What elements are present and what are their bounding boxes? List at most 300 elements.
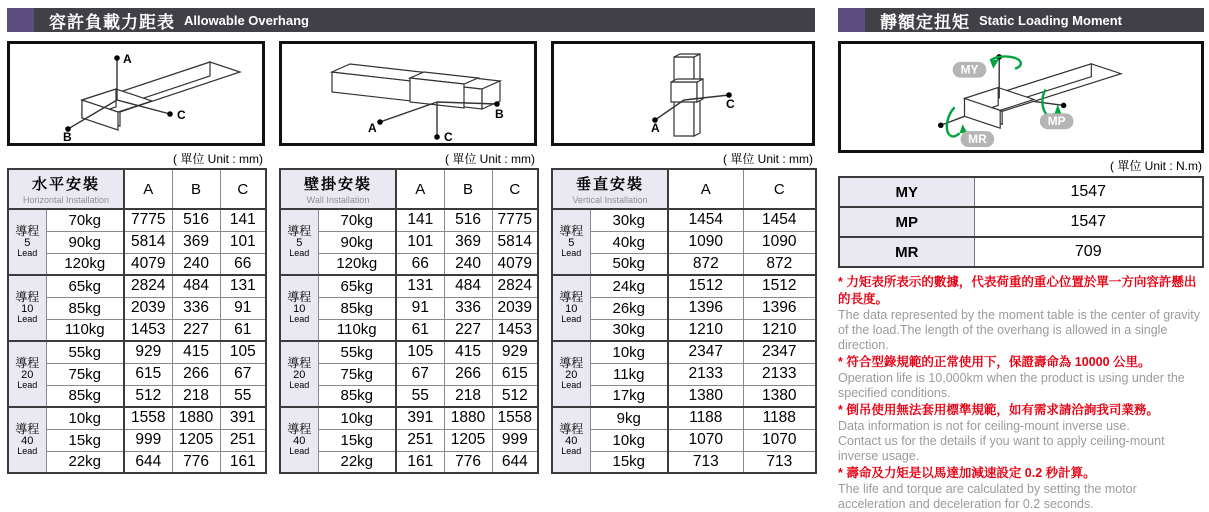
table-row bbox=[280, 363, 538, 385]
value-cell: 415 bbox=[444, 341, 492, 363]
value-cell: 1090 bbox=[668, 231, 743, 253]
lead-cell bbox=[552, 407, 590, 473]
value-cell: 105 bbox=[220, 341, 266, 363]
table-row bbox=[552, 297, 816, 319]
value-cell: 2824 bbox=[124, 275, 172, 297]
value-cell: 1454 bbox=[668, 209, 743, 231]
load-cell: 120kg bbox=[318, 253, 396, 275]
value-cell: 2347 bbox=[668, 341, 743, 363]
lead-en: Lead bbox=[17, 248, 38, 259]
table-row bbox=[8, 363, 266, 385]
table-title-zh: 水平安裝 bbox=[32, 176, 101, 193]
value-cell: 55 bbox=[220, 385, 266, 407]
moment-row bbox=[839, 177, 1203, 207]
table-row bbox=[280, 319, 538, 341]
table-row bbox=[552, 407, 816, 429]
moment-3d-drawing bbox=[841, 44, 1201, 150]
value-cell: 2039 bbox=[124, 297, 172, 319]
table-row bbox=[280, 407, 538, 429]
vertical-table-holder bbox=[551, 168, 815, 474]
lead-en: Lead bbox=[289, 248, 310, 259]
value-cell: 2039 bbox=[492, 297, 538, 319]
value-cell: 1380 bbox=[668, 385, 743, 407]
table-row bbox=[552, 363, 816, 385]
unit-label: ( 單位 Unit : mm) bbox=[445, 152, 535, 166]
table-title bbox=[280, 169, 396, 209]
table-row bbox=[8, 341, 266, 363]
value-cell: 929 bbox=[492, 341, 538, 363]
mp-label: MP bbox=[1047, 114, 1066, 129]
table-row bbox=[552, 319, 816, 341]
lead-zh: 導程 bbox=[559, 422, 584, 437]
table-title-en: Horizontal Installation bbox=[22, 195, 110, 205]
lead-zh: 導程 bbox=[15, 356, 40, 371]
value-cell: 1210 bbox=[668, 319, 743, 341]
load-cell: 85kg bbox=[318, 297, 396, 319]
section-title-en: Static Loading Moment bbox=[979, 12, 1122, 28]
table-header-row bbox=[8, 169, 266, 209]
value-cell: 161 bbox=[396, 451, 444, 473]
horizontal-table-holder bbox=[7, 168, 265, 474]
load-cell: 65kg bbox=[46, 275, 124, 297]
value-cell: 141 bbox=[396, 209, 444, 231]
lead-num: 10 bbox=[293, 302, 306, 315]
lead-cell bbox=[8, 341, 46, 407]
value-cell: 1070 bbox=[668, 429, 743, 451]
table-row bbox=[280, 275, 538, 297]
value-cell: 1210 bbox=[743, 319, 816, 341]
value-cell: 776 bbox=[172, 451, 220, 473]
point-c-label: C bbox=[444, 130, 453, 143]
note-zh: * 壽命及力矩是以馬達加減速設定 0.2 秒計算。 bbox=[838, 466, 1096, 480]
value-cell: 240 bbox=[444, 253, 492, 275]
lead-cell bbox=[8, 209, 46, 275]
load-cell: 10kg bbox=[46, 407, 124, 429]
table-row bbox=[8, 385, 266, 407]
moment-label-cell: MY bbox=[839, 177, 974, 207]
moment-row bbox=[839, 207, 1203, 237]
value-cell: 1070 bbox=[743, 429, 816, 451]
wall-installation-column bbox=[279, 41, 537, 474]
value-cell: 5814 bbox=[124, 231, 172, 253]
note-en: Contact us for the details if you want to apply ceiling-mount inverse usage. bbox=[838, 434, 1165, 463]
column-header: B bbox=[444, 169, 492, 209]
column-header: C bbox=[743, 169, 816, 209]
table-row bbox=[552, 385, 816, 407]
value-cell: 1453 bbox=[124, 319, 172, 341]
table-row bbox=[552, 341, 816, 363]
table-title bbox=[8, 169, 124, 209]
table-row bbox=[8, 253, 266, 275]
value-cell: 369 bbox=[444, 231, 492, 253]
table-header-row bbox=[552, 169, 816, 209]
unit-label: ( 單位 Unit : N.m) bbox=[1110, 159, 1202, 173]
lead-en: Lead bbox=[17, 446, 38, 457]
rail-3d-drawing bbox=[282, 44, 534, 143]
value-cell: 4079 bbox=[492, 253, 538, 275]
overhang-table bbox=[7, 168, 267, 474]
rail-3d-drawing bbox=[554, 44, 812, 143]
lead-num: 40 bbox=[565, 434, 578, 447]
table-row bbox=[280, 253, 538, 275]
value-cell: 2133 bbox=[668, 363, 743, 385]
table-title-en: Vertical Installation bbox=[572, 195, 648, 205]
horizontal-installation-diagram bbox=[7, 41, 265, 146]
value-cell: 101 bbox=[396, 231, 444, 253]
value-cell: 1205 bbox=[444, 429, 492, 451]
value-cell: 644 bbox=[124, 451, 172, 473]
note-zh: * 力矩表所表示的數據，代表荷重的重心位置於單一方向容許懸出的長度。 bbox=[838, 275, 1197, 306]
moment-value-cell: 1547 bbox=[974, 207, 1203, 237]
load-cell: 10kg bbox=[318, 407, 396, 429]
lead-en: Lead bbox=[561, 248, 582, 259]
value-cell: 4079 bbox=[124, 253, 172, 275]
value-cell: 240 bbox=[172, 253, 220, 275]
lead-zh: 導程 bbox=[287, 356, 312, 371]
notes-block bbox=[838, 274, 1204, 512]
lead-cell bbox=[552, 209, 590, 275]
section-title-zh: 容許負載力距表 bbox=[49, 12, 175, 32]
value-cell: 713 bbox=[668, 451, 743, 473]
lead-en: Lead bbox=[17, 380, 38, 391]
horizontal-installation-column bbox=[7, 41, 265, 474]
note-en: Data information is not for ceiling-mount inverse use. bbox=[838, 419, 1130, 433]
lead-en: Lead bbox=[561, 446, 582, 457]
table-row bbox=[280, 341, 538, 363]
table-row bbox=[8, 451, 266, 473]
table-row bbox=[552, 451, 816, 473]
load-cell: 85kg bbox=[46, 385, 124, 407]
lead-num: 40 bbox=[293, 434, 306, 447]
value-cell: 1453 bbox=[492, 319, 538, 341]
section-header bbox=[7, 8, 815, 32]
load-cell: 70kg bbox=[318, 209, 396, 231]
load-cell: 15kg bbox=[590, 451, 668, 473]
moment-table-holder bbox=[838, 176, 1204, 268]
column-header: B bbox=[172, 169, 220, 209]
moment-value-cell: 1547 bbox=[974, 177, 1203, 207]
header-strip bbox=[865, 8, 1204, 32]
value-cell: 391 bbox=[396, 407, 444, 429]
note-en: The life and torque are calculated by setting the motor acceleration and deceleration for 0.2 seconds. bbox=[838, 482, 1137, 511]
lead-zh: 導程 bbox=[287, 422, 312, 437]
lead-zh: 導程 bbox=[15, 422, 40, 437]
value-cell: 1188 bbox=[668, 407, 743, 429]
lead-cell bbox=[280, 341, 318, 407]
value-cell: 1396 bbox=[668, 297, 743, 319]
load-cell: 55kg bbox=[46, 341, 124, 363]
column-header: A bbox=[668, 169, 743, 209]
lead-en: Lead bbox=[561, 380, 582, 391]
table-title-zh: 壁掛安裝 bbox=[304, 176, 373, 193]
lead-num: 20 bbox=[21, 368, 34, 381]
load-cell: 24kg bbox=[590, 275, 668, 297]
table-row bbox=[552, 231, 816, 253]
lead-zh: 導程 bbox=[287, 290, 312, 305]
value-cell: 1205 bbox=[172, 429, 220, 451]
lead-num: 5 bbox=[568, 236, 575, 249]
value-cell: 929 bbox=[124, 341, 172, 363]
table-row bbox=[280, 429, 538, 451]
load-cell: 85kg bbox=[318, 385, 396, 407]
value-cell: 369 bbox=[172, 231, 220, 253]
table-row bbox=[8, 297, 266, 319]
point-c-label: C bbox=[726, 97, 735, 111]
value-cell: 872 bbox=[743, 253, 816, 275]
lead-zh: 導程 bbox=[559, 224, 584, 239]
lead-cell bbox=[280, 275, 318, 341]
moment-row bbox=[839, 237, 1203, 267]
section-header bbox=[838, 8, 1204, 32]
load-cell: 40kg bbox=[590, 231, 668, 253]
lead-en: Lead bbox=[561, 314, 582, 325]
load-cell: 22kg bbox=[46, 451, 124, 473]
value-cell: 7775 bbox=[124, 209, 172, 231]
value-cell: 999 bbox=[492, 429, 538, 451]
lead-en: Lead bbox=[289, 446, 310, 457]
column-header: A bbox=[124, 169, 172, 209]
table-row bbox=[8, 319, 266, 341]
value-cell: 1558 bbox=[124, 407, 172, 429]
point-a-label: A bbox=[368, 121, 377, 135]
allowable-overhang-section bbox=[7, 0, 815, 474]
moment-table bbox=[838, 176, 1204, 268]
value-cell: 872 bbox=[668, 253, 743, 275]
value-cell: 131 bbox=[220, 275, 266, 297]
load-cell: 30kg bbox=[590, 209, 668, 231]
section-title-en: Allowable Overhang bbox=[184, 12, 309, 28]
header-accent-square bbox=[838, 8, 865, 32]
lead-zh: 導程 bbox=[15, 290, 40, 305]
value-cell: 644 bbox=[492, 451, 538, 473]
value-cell: 615 bbox=[492, 363, 538, 385]
lead-en: Lead bbox=[289, 380, 310, 391]
load-cell: 75kg bbox=[318, 363, 396, 385]
lead-num: 40 bbox=[21, 434, 34, 447]
vertical-installation-diagram bbox=[551, 41, 815, 146]
value-cell: 1188 bbox=[743, 407, 816, 429]
lead-num: 20 bbox=[293, 368, 306, 381]
load-cell: 90kg bbox=[46, 231, 124, 253]
value-cell: 251 bbox=[396, 429, 444, 451]
load-cell: 26kg bbox=[590, 297, 668, 319]
value-cell: 251 bbox=[220, 429, 266, 451]
load-cell: 110kg bbox=[318, 319, 396, 341]
load-cell: 120kg bbox=[46, 253, 124, 275]
note-zh: * 符合型錄規範的正常使用下，保證壽命為 10000 公里。 bbox=[838, 355, 1151, 369]
value-cell: 336 bbox=[172, 297, 220, 319]
value-cell: 415 bbox=[172, 341, 220, 363]
moment-axes-diagram bbox=[838, 41, 1204, 153]
value-cell: 91 bbox=[396, 297, 444, 319]
load-cell: 85kg bbox=[46, 297, 124, 319]
value-cell: 336 bbox=[444, 297, 492, 319]
column-header: A bbox=[396, 169, 444, 209]
column-header: C bbox=[492, 169, 538, 209]
value-cell: 484 bbox=[444, 275, 492, 297]
table-row bbox=[280, 385, 538, 407]
overhang-table bbox=[551, 168, 817, 474]
value-cell: 67 bbox=[396, 363, 444, 385]
table-title-zh: 垂直安裝 bbox=[576, 176, 645, 193]
lead-en: Lead bbox=[289, 314, 310, 325]
value-cell: 105 bbox=[396, 341, 444, 363]
table-header-row bbox=[280, 169, 538, 209]
value-cell: 5814 bbox=[492, 231, 538, 253]
value-cell: 615 bbox=[124, 363, 172, 385]
load-cell: 55kg bbox=[318, 341, 396, 363]
mr-label: MR bbox=[968, 132, 987, 147]
table-row bbox=[8, 407, 266, 429]
load-cell: 30kg bbox=[590, 319, 668, 341]
header-accent-square bbox=[7, 8, 34, 32]
value-cell: 512 bbox=[492, 385, 538, 407]
load-cell: 22kg bbox=[318, 451, 396, 473]
rail-3d-drawing bbox=[10, 44, 262, 143]
value-cell: 999 bbox=[124, 429, 172, 451]
table-row bbox=[280, 231, 538, 253]
lead-num: 5 bbox=[296, 236, 303, 249]
column-header: C bbox=[220, 169, 266, 209]
value-cell: 391 bbox=[220, 407, 266, 429]
load-cell: 90kg bbox=[318, 231, 396, 253]
note-en: The data represented by the moment table is the center of gravity of the load.The length of the overhang is allowed in a single direction. bbox=[838, 308, 1201, 352]
value-cell: 66 bbox=[396, 253, 444, 275]
load-cell: 65kg bbox=[318, 275, 396, 297]
load-cell: 110kg bbox=[46, 319, 124, 341]
value-cell: 66 bbox=[220, 253, 266, 275]
point-a-label: A bbox=[123, 52, 132, 66]
point-b-label: B bbox=[63, 130, 72, 143]
load-cell: 75kg bbox=[46, 363, 124, 385]
value-cell: 227 bbox=[172, 319, 220, 341]
value-cell: 101 bbox=[220, 231, 266, 253]
value-cell: 61 bbox=[396, 319, 444, 341]
value-cell: 218 bbox=[444, 385, 492, 407]
lead-num: 10 bbox=[21, 302, 34, 315]
lead-zh: 導程 bbox=[287, 224, 312, 239]
lead-cell bbox=[8, 275, 46, 341]
load-cell: 17kg bbox=[590, 385, 668, 407]
value-cell: 484 bbox=[172, 275, 220, 297]
value-cell: 141 bbox=[220, 209, 266, 231]
wall-table-holder bbox=[279, 168, 537, 474]
value-cell: 1090 bbox=[743, 231, 816, 253]
load-cell: 50kg bbox=[590, 253, 668, 275]
value-cell: 61 bbox=[220, 319, 266, 341]
value-cell: 516 bbox=[444, 209, 492, 231]
value-cell: 161 bbox=[220, 451, 266, 473]
value-cell: 1380 bbox=[743, 385, 816, 407]
moment-value-cell: 709 bbox=[974, 237, 1203, 267]
lead-cell bbox=[552, 275, 590, 341]
note-zh: * 倒吊使用無法套用標準規範，如有需求請洽詢我司業務。 bbox=[838, 403, 1159, 417]
load-cell: 10kg bbox=[590, 341, 668, 363]
value-cell: 776 bbox=[444, 451, 492, 473]
value-cell: 713 bbox=[743, 451, 816, 473]
value-cell: 266 bbox=[444, 363, 492, 385]
value-cell: 1880 bbox=[172, 407, 220, 429]
table-row bbox=[8, 209, 266, 231]
value-cell: 516 bbox=[172, 209, 220, 231]
unit-label: ( 單位 Unit : mm) bbox=[723, 152, 813, 166]
value-cell: 55 bbox=[396, 385, 444, 407]
lead-num: 10 bbox=[565, 302, 578, 315]
value-cell: 7775 bbox=[492, 209, 538, 231]
table-row bbox=[8, 275, 266, 297]
note-en: Operation life is 10,000km when the product is using under the specified conditions. bbox=[838, 371, 1185, 400]
table-title bbox=[552, 169, 668, 209]
wall-installation-diagram bbox=[279, 41, 537, 146]
moment-label-cell: MP bbox=[839, 207, 974, 237]
lead-cell bbox=[280, 209, 318, 275]
lead-zh: 導程 bbox=[15, 224, 40, 239]
lead-zh: 導程 bbox=[559, 356, 584, 371]
load-cell: 15kg bbox=[46, 429, 124, 451]
lead-cell bbox=[552, 341, 590, 407]
value-cell: 91 bbox=[220, 297, 266, 319]
lead-num: 20 bbox=[565, 368, 578, 381]
value-cell: 1558 bbox=[492, 407, 538, 429]
header-strip bbox=[34, 8, 815, 32]
value-cell: 2824 bbox=[492, 275, 538, 297]
table-row bbox=[280, 451, 538, 473]
table-row bbox=[552, 275, 816, 297]
load-cell: 11kg bbox=[590, 363, 668, 385]
lead-num: 5 bbox=[24, 236, 31, 249]
load-cell: 9kg bbox=[590, 407, 668, 429]
unit-label: ( 單位 Unit : mm) bbox=[173, 152, 263, 166]
table-row bbox=[552, 253, 816, 275]
value-cell: 1396 bbox=[743, 297, 816, 319]
section-title-zh: 靜額定扭矩 bbox=[880, 12, 970, 32]
value-cell: 1512 bbox=[668, 275, 743, 297]
static-loading-moment-section bbox=[838, 0, 1204, 512]
table-row bbox=[280, 209, 538, 231]
lead-cell bbox=[8, 407, 46, 473]
table-row bbox=[552, 209, 816, 231]
value-cell: 2133 bbox=[743, 363, 816, 385]
point-a-label: A bbox=[651, 121, 660, 135]
point-b-label: B bbox=[495, 107, 504, 121]
lead-cell bbox=[280, 407, 318, 473]
table-row bbox=[8, 231, 266, 253]
value-cell: 227 bbox=[444, 319, 492, 341]
lead-zh: 導程 bbox=[559, 290, 584, 305]
load-cell: 15kg bbox=[318, 429, 396, 451]
table-row bbox=[552, 429, 816, 451]
load-cell: 70kg bbox=[46, 209, 124, 231]
table-title-en: Wall Installation bbox=[306, 195, 370, 205]
value-cell: 218 bbox=[172, 385, 220, 407]
table-row bbox=[8, 429, 266, 451]
lead-en: Lead bbox=[17, 314, 38, 325]
value-cell: 2347 bbox=[743, 341, 816, 363]
load-cell: 10kg bbox=[590, 429, 668, 451]
overhang-table bbox=[279, 168, 539, 474]
value-cell: 1454 bbox=[743, 209, 816, 231]
value-cell: 512 bbox=[124, 385, 172, 407]
table-row bbox=[280, 297, 538, 319]
point-c-label: C bbox=[177, 108, 186, 122]
value-cell: 131 bbox=[396, 275, 444, 297]
my-label: MY bbox=[960, 62, 979, 77]
vertical-installation-column bbox=[551, 41, 815, 474]
moment-label-cell: MR bbox=[839, 237, 974, 267]
value-cell: 266 bbox=[172, 363, 220, 385]
value-cell: 1512 bbox=[743, 275, 816, 297]
value-cell: 67 bbox=[220, 363, 266, 385]
